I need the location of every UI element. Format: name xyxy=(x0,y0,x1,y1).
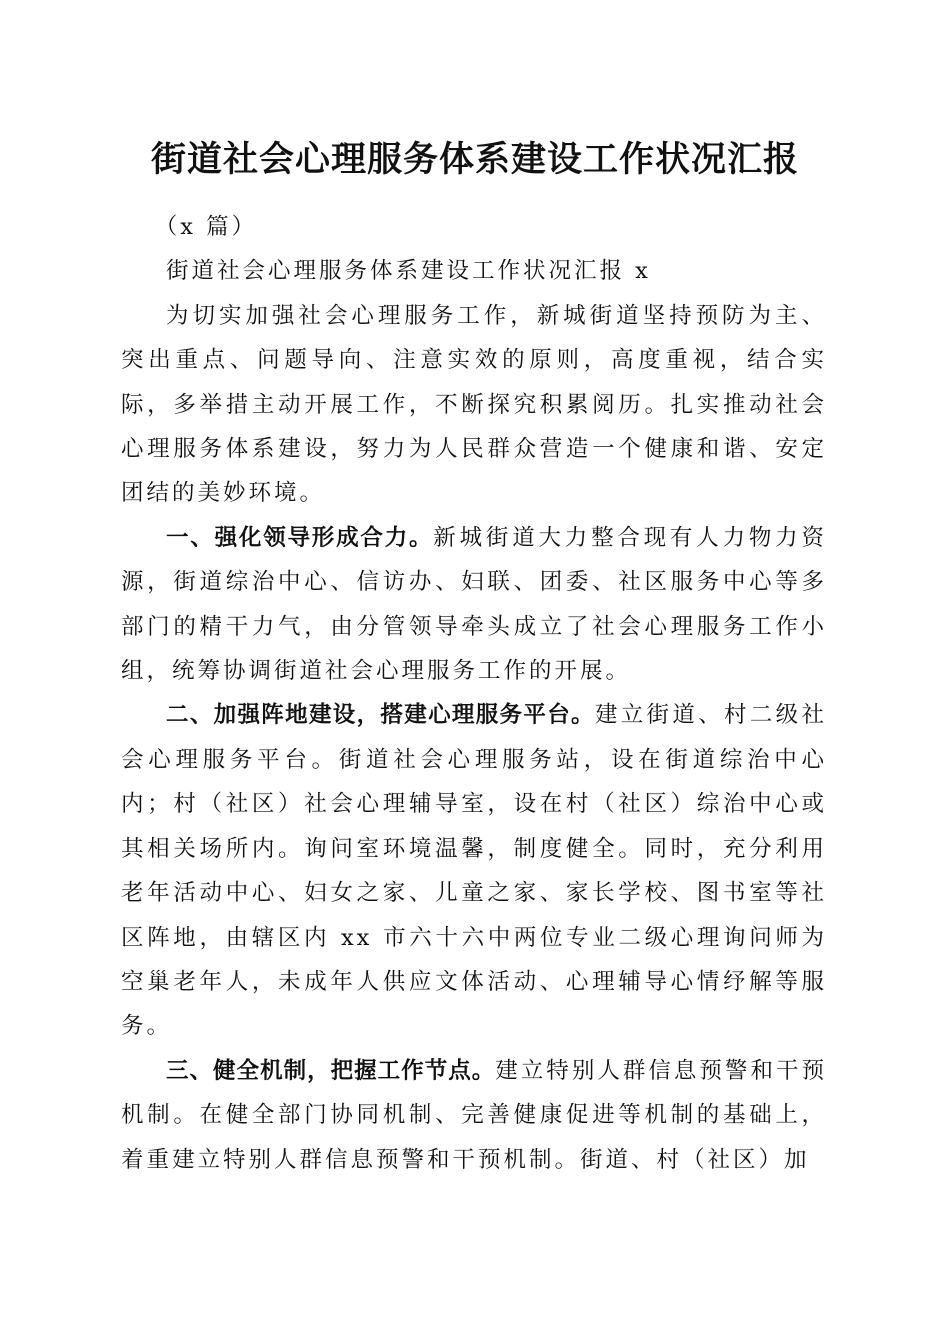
section-paragraph-2 xyxy=(121,693,827,1048)
section-heading-1: 一、强化领导形成合力。 xyxy=(166,524,434,551)
intro-paragraph: 为切实加强社会心理服务工作，新城街道坚持预防为主、突出重点、问题导向、注意实效的原则，高度重视，结合实际，多举措主动开展工作，不断探究积累阅历。扎实推动社会心理服务体系建设，努力为人民群众营造一个健康和谐、安定团结的美妙环境。 xyxy=(121,302,827,507)
document-subtitle: 街道社会心理服务体系建设工作状况汇报 x xyxy=(166,258,651,285)
section-text-3: 建立特别人群信息预警和干预机制。在健全部门协同机制、完善健康促进等机制的基础上，着重建立特别人群信息预警和干预机制。街道、村（社区）加 xyxy=(121,1057,827,1173)
section-text-1: 新城街道大力整合现有人力物力资源，街道综治中心、信访办、妇联、团委、社区服务中心等多部门的精干力气，由分管领导牵头成立了社会心理服务工作小组，统筹协调街道社会心理服务工作的开展。 xyxy=(121,524,827,685)
section-text-2: 建立街道、村二级社会心理服务平台。街道社会心理服务站，设在街道综治中心内；村（社区）社会心理辅导室，设在村（社区）综治中心或其相关场所内。询问室环境温馨，制度健全。同时，充分利用老年活动中心、妇女之家、儿童之家、家长学校、图书室等社区阵地，由辖区内 xx 市六十六中两位专业二级心理询问师为空巢老年人，未成年人供应文体活动、心理辅导心情纾解等服务。 xyxy=(121,702,827,1040)
document-title: 街道社会心理服务体系建设工作状况汇报 xyxy=(150,139,799,180)
section-paragraph-3 xyxy=(121,1049,827,1182)
section-paragraph-1 xyxy=(121,516,827,694)
count-note: （x 篇） xyxy=(154,214,258,240)
section-heading-3: 三、健全机制，把握工作节点。 xyxy=(166,1057,496,1084)
document-body xyxy=(121,205,827,1182)
section-heading-2: 二、加强阵地建设，搭建心理服务平台。 xyxy=(166,702,595,729)
